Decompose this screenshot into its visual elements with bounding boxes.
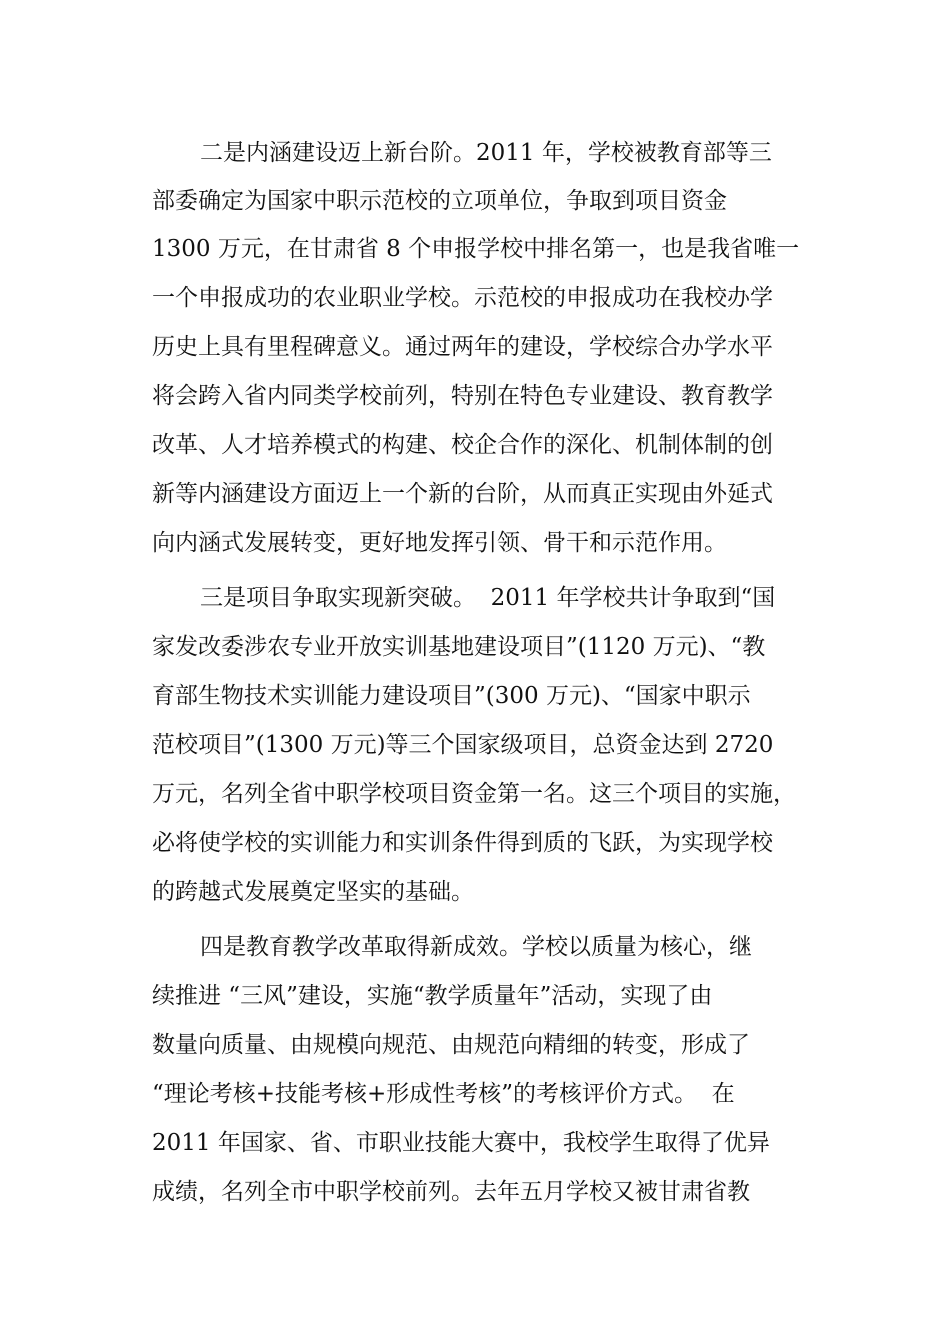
paragraph-4-line-2: 续推进 “三风”建设，实施“教学质量年”活动，实现了由 [152,983,713,1009]
paragraph-2-line-5: 历史上具有里程碑意义。通过两年的建设，学校综合办学水平 [152,334,773,360]
paragraph-3-line-2: 家发改委涉农专业开放实训基地建设项目”(1120 万元)、“教 [152,634,766,660]
paragraph-2-line-6: 将会跨入省内同类学校前列，特别在特色专业建设、教育教学 [152,383,773,409]
paragraph-3-line-5: 万元，名列全省中职学校项目资金第一名。这三个项目的实施， [152,781,796,807]
paragraph-2-line-8: 新等内涵建设方面迈上一个新的台阶，从而真正实现由外延式 [152,481,773,507]
paragraph-4-line-4: “理论考核+技能考核+形成性考核”的考核评价方式。 在 [152,1081,735,1107]
paragraph-2-line-3: 1300 万元，在甘肃省 8 个申报学校中排名第一，也是我省唯一 [152,236,800,262]
paragraph-3-line-4: 范校项目”(1300 万元)等三个国家级项目，总资金达到 2720 [152,732,774,758]
paragraph-4-line-1: 四是教育教学改革取得新成效。学校以质量为核心，继 [200,934,752,960]
paragraph-4-line-3: 数量向质量、由规模向规范、由规范向精细的转变，形成了 [152,1032,750,1058]
paragraph-4-line-6: 成绩，名列全市中职学校前列。去年五月学校又被甘肃省教 [152,1179,750,1205]
paragraph-2-line-2: 部委确定为国家中职示范校的立项单位，争取到项目资金 [152,188,727,214]
paragraph-3-line-1: 三是项目争取实现新突破。 2011 年学校共计争取到“国 [200,585,776,611]
paragraph-2-line-7: 改革、人才培养模式的构建、校企合作的深化、机制体制的创 [152,432,773,458]
paragraph-2-line-9: 向内涵式发展转变，更好地发挥引领、骨干和示范作用。 [152,530,727,556]
paragraph-3-line-7: 的跨越式发展奠定坚实的基础。 [152,879,474,905]
paragraph-3-line-6: 必将使学校的实训能力和实训条件得到质的飞跃，为实现学校 [152,830,773,856]
paragraph-2-line-1: 二是内涵建设迈上新台阶。2011 年，学校被教育部等三 [200,140,772,166]
paragraph-2-line-4: 一个申报成功的农业职业学校。示范校的申报成功在我校办学 [152,285,773,311]
paragraph-4-line-5: 2011 年国家、省、市职业技能大赛中，我校学生取得了优异 [152,1130,770,1156]
paragraph-3-line-3: 育部生物技术实训能力建设项目”(300 万元)、“国家中职示 [152,683,751,709]
